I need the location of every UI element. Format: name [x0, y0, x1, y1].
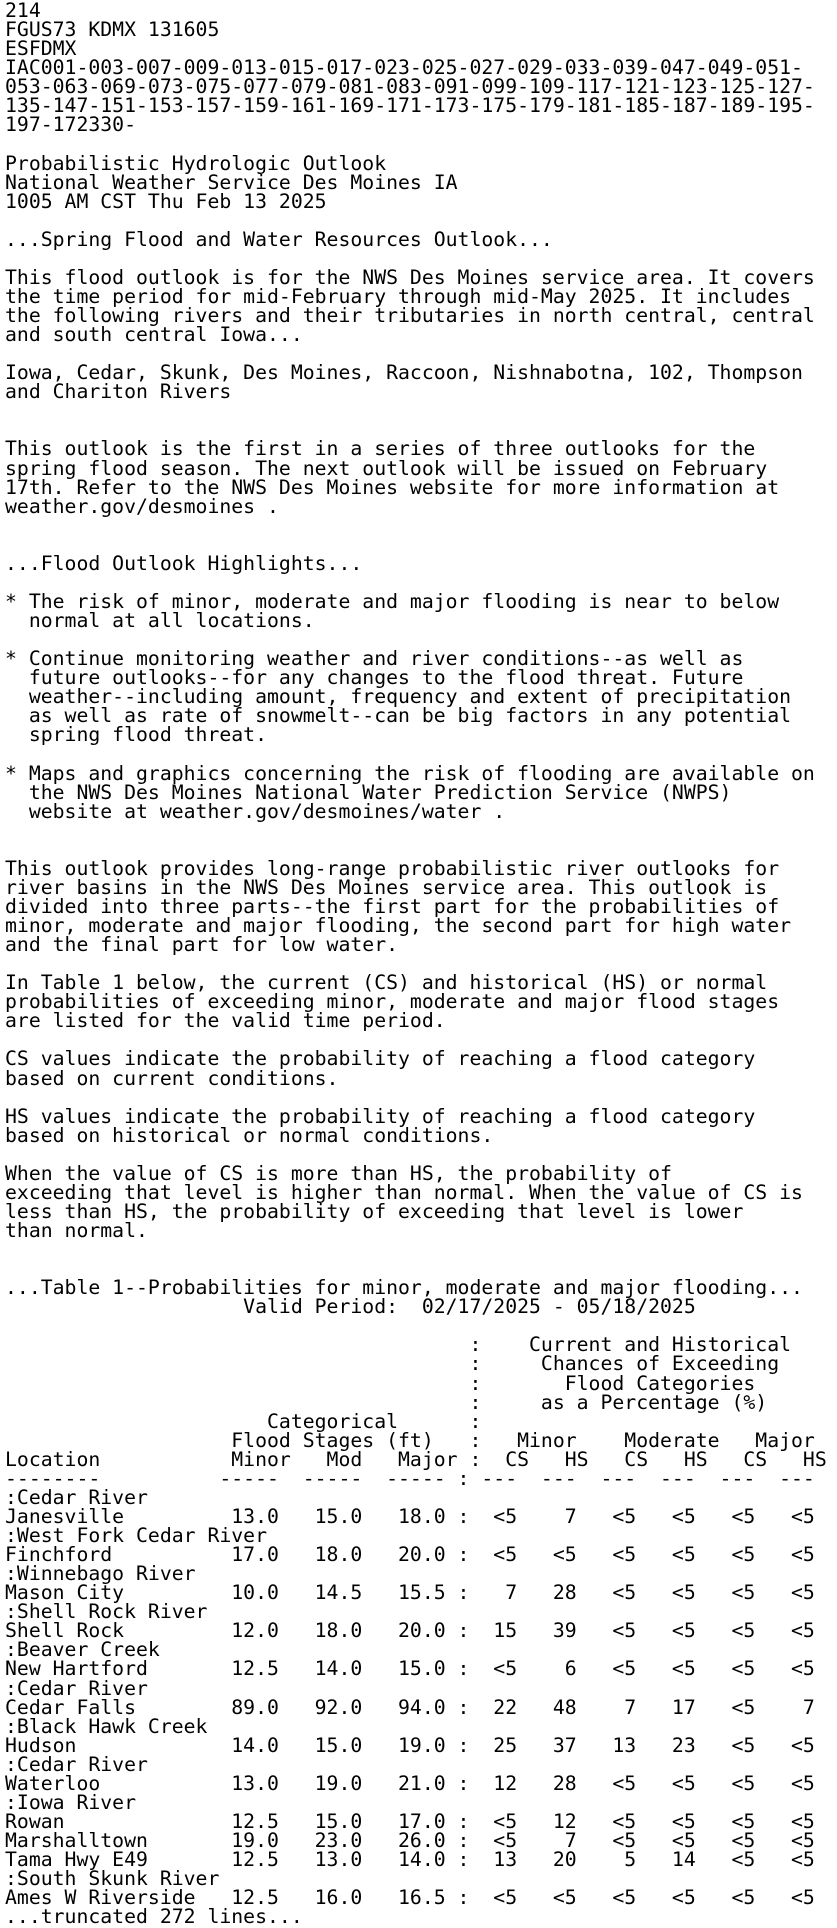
text-line: 17th. Refer to the NWS Des Moines website for more information at: [5, 475, 780, 499]
text-line: 053-063-069-073-075-077-079-081-083-091-099-109-117-121-123-125-127-: [5, 75, 815, 99]
text-line: 1005 AM CST Thu Feb 13 2025: [5, 189, 327, 213]
text-line: river basins in the NWS Des Moines service area. This outlook is: [5, 875, 768, 899]
text-line: National Weather Service Des Moines IA: [5, 170, 458, 194]
text-line: normal at all locations.: [5, 609, 315, 632]
text-line: Valid Period: 02/17/2025 - 05/18/2025: [5, 1295, 696, 1319]
blank-line: [5, 535, 827, 554]
text-line: ...truncated 272 lines...: [5, 1905, 303, 1928]
text-line: :Cedar River: [5, 1485, 148, 1509]
text-line: : Chances of Exceeding: [5, 1352, 780, 1376]
text-line: and Chariton Rivers: [5, 380, 232, 404]
text-line: weather.gov/desmoines .: [5, 494, 279, 518]
text-line: Tama Hwy E49 12.5 13.0 14.0 : 13 20 5 14 <5 <5: [5, 1848, 815, 1872]
text-line: divided into three parts--the first part for the probabilities of: [5, 894, 780, 918]
text-line: the time period for mid-February through mid-May 2025. It includes: [5, 284, 792, 308]
text-line: -------- ----- ----- ----- : --- --- --- --- --- ---: [5, 1466, 815, 1490]
text-line: minor, moderate and major flooding, the second part for high water: [5, 914, 792, 937]
blank-line: [5, 211, 827, 230]
text-line: :Iowa River: [5, 1790, 137, 1814]
text-line: HS values indicate the probability of reaching a flood category: [5, 1104, 756, 1128]
text-line: spring flood season. The next outlook will be issued on February: [5, 456, 768, 480]
text-line: This outlook provides long-range probabilistic river outlooks for: [5, 856, 780, 880]
text-line: CS values indicate the probability of reaching a flood category: [5, 1047, 756, 1071]
blank-line: [5, 744, 827, 763]
text-line: Iowa, Cedar, Skunk, Des Moines, Raccoon, Nishnabotna, 102, Thompson: [5, 361, 803, 385]
text-line: :Shell Rock River: [5, 1600, 208, 1624]
blank-line: [5, 1088, 827, 1107]
text-line: Ames W Riverside 12.5 16.0 16.5 : <5 <5 <5 <5 <5 <5: [5, 1886, 815, 1910]
text-line: Marshalltown 19.0 23.0 26.0 : <5 7 <5 <5 <5 <5: [5, 1829, 815, 1852]
text-line: website at weather.gov/desmoines/water .: [5, 799, 506, 823]
text-line: :Black Hawk Creek: [5, 1714, 208, 1738]
blank-line: [5, 1145, 827, 1164]
text-line: * The risk of minor, moderate and major flooding is near to below: [5, 589, 780, 613]
blank-line: [5, 821, 827, 840]
text-line: Hudson 14.0 15.0 19.0 : 25 37 13 23 <5 <5: [5, 1733, 815, 1757]
text-line: :Winnebago River: [5, 1562, 196, 1586]
blank-line: [5, 516, 827, 535]
text-line: : as a Percentage (%): [5, 1390, 768, 1414]
text-line: the NWS Des Moines National Water Prediction Service (NWPS): [5, 780, 732, 804]
text-line: less than HS, the probability of exceeding that level is lower: [5, 1199, 744, 1223]
forecast-product-text: [5, 1, 827, 1926]
text-line: Cedar Falls 89.0 92.0 94.0 : 22 48 7 17 <5 7: [5, 1695, 815, 1719]
text-line: and south central Iowa...: [5, 323, 303, 347]
text-line: weather--including amount, frequency and extent of precipitation: [5, 685, 792, 709]
text-line: :Beaver Creek: [5, 1638, 160, 1662]
text-line: Rowan 12.5 15.0 17.0 : <5 12 <5 <5 <5 <5: [5, 1809, 815, 1833]
text-line: Mason City 10.0 14.5 15.5 : 7 28 <5 <5 <5 <5: [5, 1581, 815, 1605]
text-line: :Cedar River: [5, 1752, 148, 1776]
text-line: Categorical :: [5, 1409, 482, 1433]
text-line: probabilities of exceeding minor, moderate and major flood stages: [5, 990, 780, 1014]
text-line: Finchford 17.0 18.0 20.0 : <5 <5 <5 <5 <5 <5: [5, 1543, 815, 1567]
text-line: as well as rate of snowmelt--can be big factors in any potential: [5, 704, 792, 728]
text-line: ...Spring Flood and Water Resources Outlook...: [5, 227, 553, 251]
text-line: 197-172330-: [5, 113, 137, 137]
text-line: :South Skunk River: [5, 1867, 220, 1891]
text-line: When the value of CS is more than HS, the probability of: [5, 1161, 672, 1185]
text-line: This flood outlook is for the NWS Des Moines service area. It covers: [5, 265, 815, 289]
text-line: ...Table 1--Probabilities for minor, moderate and major flooding...: [5, 1276, 803, 1300]
text-line: and the final part for low water.: [5, 933, 399, 957]
text-line: : Current and Historical: [5, 1333, 792, 1357]
text-line: based on historical or normal conditions.: [5, 1123, 494, 1147]
text-line: the following rivers and their tributaries in north central, central: [5, 304, 815, 327]
text-line: Location Minor Mod Major : CS HS CS HS CS HS: [5, 1447, 827, 1471]
text-line: :West Fork Cedar River: [5, 1524, 268, 1547]
text-line: This outlook is the first in a series of three outlooks for the: [5, 437, 756, 461]
text-line: :Cedar River: [5, 1676, 148, 1700]
text-line: spring flood threat.: [5, 723, 268, 747]
text-line: * Maps and graphics concerning the risk of flooding are available on: [5, 761, 815, 785]
text-line: than normal.: [5, 1219, 148, 1242]
text-line: New Hartford 12.5 14.0 15.0 : <5 6 <5 <5 <5 <5: [5, 1657, 815, 1681]
text-line: In Table 1 below, the current (CS) and historical (HS) or normal: [5, 971, 768, 995]
text-line: Shell Rock 12.0 18.0 20.0 : 15 39 <5 <5 <5 <5: [5, 1619, 815, 1643]
text-line: ESFDMX: [5, 37, 77, 61]
text-line: 214: [5, 0, 41, 22]
blank-line: [5, 134, 827, 153]
text-line: based on current conditions.: [5, 1066, 339, 1090]
text-line: 135-147-151-153-157-159-161-169-171-173-175-179-181-185-187-189-195-: [5, 94, 815, 118]
text-line: IAC001-003-007-009-013-015-017-023-025-027-029-033-039-047-049-051-: [5, 56, 803, 80]
text-line: FGUS73 KDMX 131605: [5, 18, 220, 42]
text-line: * Continue monitoring weather and river conditions--as well as: [5, 647, 744, 671]
text-line: exceeding that level is higher than normal. When the value of CS is: [5, 1180, 803, 1204]
text-line: are listed for the valid time period.: [5, 1009, 446, 1033]
blank-line: [5, 840, 827, 859]
blank-line: [5, 1240, 827, 1259]
text-line: Probabilistic Hydrologic Outlook: [5, 151, 387, 175]
blank-line: [5, 401, 827, 420]
text-line: Flood Stages (ft) : Minor Moderate Major: [5, 1428, 815, 1452]
text-line: Waterloo 13.0 19.0 21.0 : 12 28 <5 <5 <5 <5: [5, 1771, 815, 1795]
text-line: Janesville 13.0 15.0 18.0 : <5 7 <5 <5 <5 <5: [5, 1504, 815, 1528]
text-line: ...Flood Outlook Highlights...: [5, 551, 363, 575]
text-line: future outlooks--for any changes to the flood threat. Future: [5, 666, 744, 690]
text-line: : Flood Categories: [5, 1371, 756, 1395]
